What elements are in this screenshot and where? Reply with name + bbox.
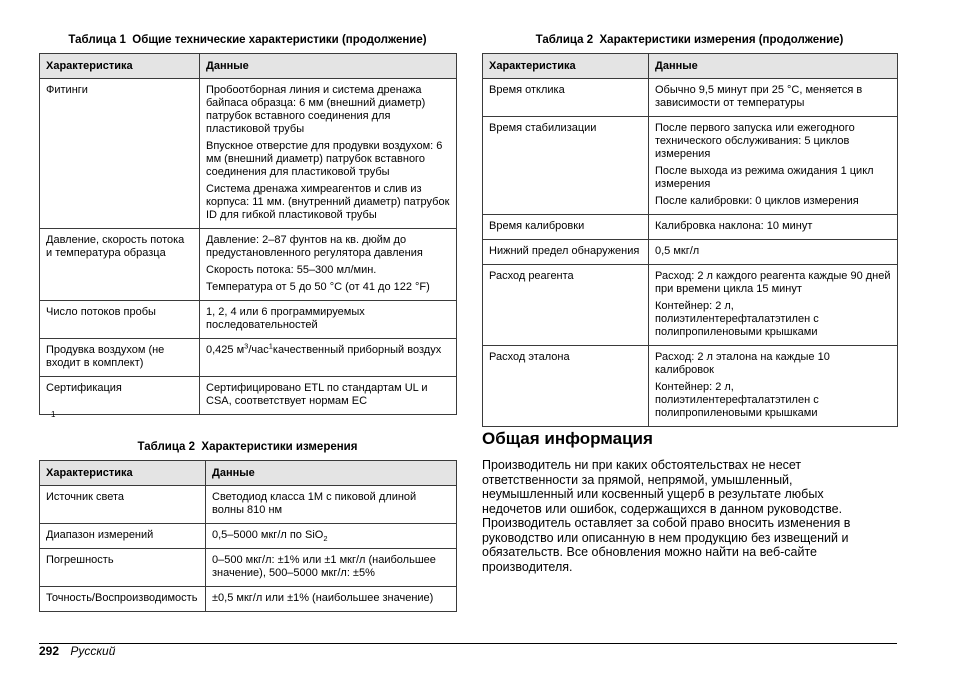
row-label: Расход реагента bbox=[483, 265, 649, 346]
value-paragraph: После первого запуска или ежегодного технического обслуживания: 5 циклов измерения bbox=[655, 122, 855, 160]
row-label: Точность/Воспроизводимость bbox=[40, 587, 206, 612]
value-paragraph: Система дренажа химреагентов и слив из корпуса: 11 мм. (внутренний диаметр) патрубок ID для гибкой пластиковой трубы bbox=[206, 183, 450, 221]
table-row-measurement-range bbox=[40, 524, 457, 549]
page-number: 292 bbox=[39, 644, 60, 658]
table2-caption: Таблица 2 Характеристики измерения bbox=[137, 441, 358, 453]
page-footer bbox=[39, 644, 115, 658]
table-row-calibration-time bbox=[483, 215, 898, 240]
header-data: Данные bbox=[200, 54, 457, 79]
value-paragraph: После выхода из режима ожидания 1 цикл измерения bbox=[655, 165, 874, 190]
value-paragraph: Давление: 2–87 фунтов на кв. дюйм до предустановленного регулятора давления bbox=[206, 234, 423, 259]
table-row-pressure bbox=[40, 229, 457, 301]
row-value bbox=[649, 117, 898, 215]
value-paragraph: Скорость потока: 55–300 мл/мин. bbox=[206, 264, 377, 276]
header-characteristic: Характеристика bbox=[40, 54, 200, 79]
table-row-response-time bbox=[483, 79, 898, 117]
row-label: Сертификация bbox=[40, 377, 200, 415]
row-value bbox=[649, 346, 898, 427]
header-characteristic: Характеристика bbox=[40, 461, 206, 486]
value-text: /час bbox=[248, 344, 269, 356]
row-label: Продувка воздухом (не входит в комплект) bbox=[40, 339, 200, 377]
superscript-exponent: 3 bbox=[244, 341, 249, 351]
section-heading: Общая информация bbox=[482, 429, 653, 448]
footer-language: Русский bbox=[70, 644, 116, 658]
table1-caption: Таблица 1 Общие технические характеристики (продолжение) bbox=[68, 34, 427, 46]
table-row-air-purge bbox=[40, 339, 457, 377]
row-value: 0,5 мкг/л bbox=[649, 240, 898, 265]
value-paragraph: Впускное отверстие для продувки воздухом: 6 мм (внешний диаметр) патрубок вставного соединения для пластиковой трубы bbox=[206, 140, 443, 178]
row-value: Светодиод класса 1M с пиковой длиной волны 810 нм bbox=[206, 486, 457, 524]
row-label: Время стабилизации bbox=[483, 117, 649, 215]
table-row-standard-usage bbox=[483, 346, 898, 427]
row-label: Нижний предел обнаружения bbox=[483, 240, 649, 265]
row-label: Диапазон измерений bbox=[40, 524, 206, 549]
row-label: Время калибровки bbox=[483, 215, 649, 240]
value-text: качественный приборный воздух bbox=[272, 344, 442, 356]
row-value bbox=[200, 229, 457, 301]
row-label: Фитинги bbox=[40, 79, 200, 229]
value-paragraph: Расход: 2 л эталона на каждые 10 калибровок bbox=[655, 351, 830, 376]
row-value bbox=[200, 79, 457, 229]
value-paragraph: Контейнер: 2 л, полиэтилентерефталатэтилен с полипропиленовыми крышками bbox=[655, 381, 819, 419]
value-text: 0,425 м bbox=[206, 344, 245, 356]
row-value bbox=[649, 265, 898, 346]
value-paragraph: Пробоотборная линия и система дренажа байпаса образца: 6 мм (внешний диаметр) патрубок вставного соединения для пластиковой трубы bbox=[206, 84, 426, 135]
table-row-fittings bbox=[40, 79, 457, 229]
table-header-row bbox=[40, 461, 457, 486]
table-row-detection-limit bbox=[483, 240, 898, 265]
row-value: Сертифицировано ETL по стандартам UL и CSA, соответствует нормам EC bbox=[200, 377, 457, 415]
table1-footnote: 1 bbox=[51, 410, 56, 419]
table-row-streams bbox=[40, 301, 457, 339]
footer-divider bbox=[39, 643, 897, 644]
row-value: 1, 2, 4 или 6 программируемых последовательностей bbox=[200, 301, 457, 339]
row-value: 0–500 мкг/л: ±1% или ±1 мкг/л (наибольшее значение), 500–5000 мкг/л: ±5% bbox=[206, 549, 457, 587]
row-value: Обычно 9,5 минут при 25 °C, меняется в зависимости от температуры bbox=[649, 79, 898, 117]
row-value bbox=[206, 524, 457, 549]
header-data: Данные bbox=[649, 54, 898, 79]
table-header-row bbox=[40, 54, 457, 79]
header-characteristic: Характеристика bbox=[483, 54, 649, 79]
table2-cont-caption: Таблица 2 Характеристики измерения (продолжение) bbox=[535, 34, 844, 46]
table-row-certification bbox=[40, 377, 457, 415]
table2-measurement-specs bbox=[39, 460, 457, 612]
row-label: Давление, скорость потока и температура образца bbox=[40, 229, 200, 301]
table-row-stabilization-time bbox=[483, 117, 898, 215]
row-value: ±0,5 мкг/л или ±1% (наибольшее значение) bbox=[206, 587, 457, 612]
value-paragraph: Контейнер: 2 л, полиэтилентерефталатэтилен с полипропиленовыми крышками bbox=[655, 300, 819, 338]
table-row-accuracy bbox=[40, 549, 457, 587]
row-label: Погрешность bbox=[40, 549, 206, 587]
row-label: Число потоков пробы bbox=[40, 301, 200, 339]
table-row-precision bbox=[40, 587, 457, 612]
value-paragraph: После калибровки: 0 циклов измерения bbox=[655, 195, 859, 207]
value-paragraph: Температура от 5 до 50 °C (от 41 до 122 °F) bbox=[206, 281, 430, 293]
table-row-light-source bbox=[40, 486, 457, 524]
table-header-row bbox=[483, 54, 898, 79]
header-data: Данные bbox=[206, 461, 457, 486]
footnote-marker: 1 bbox=[268, 341, 273, 351]
row-value bbox=[200, 339, 457, 377]
subscript-index: 2 bbox=[323, 534, 328, 544]
table2-cont-measurement-specs bbox=[482, 53, 898, 427]
row-value: Калибровка наклона: 10 минут bbox=[649, 215, 898, 240]
disclaimer-paragraph: Производитель ни при каких обстоятельствах не несет ответственности за прямой, непрямой, умышленный, неумышленный или косвенный ущерб в результате любых недочетов или ошибок, содержащихся в данном руководстве. Производитель оставляет за собой право вносить изменения в руководство или описанную в нем продукцию без извещений и обязательств. Все обновления можно найти на веб-сайте производителя. bbox=[482, 458, 851, 574]
row-label: Источник света bbox=[40, 486, 206, 524]
value-paragraph: Расход: 2 л каждого реагента каждые 90 дней при времени цикла 15 минут bbox=[655, 270, 891, 295]
table-row-reagent-usage bbox=[483, 265, 898, 346]
table1-general-specs bbox=[39, 53, 457, 415]
row-label: Расход эталона bbox=[483, 346, 649, 427]
value-text: 0,5–5000 мкг/л по SiO bbox=[212, 529, 324, 541]
row-label: Время отклика bbox=[483, 79, 649, 117]
